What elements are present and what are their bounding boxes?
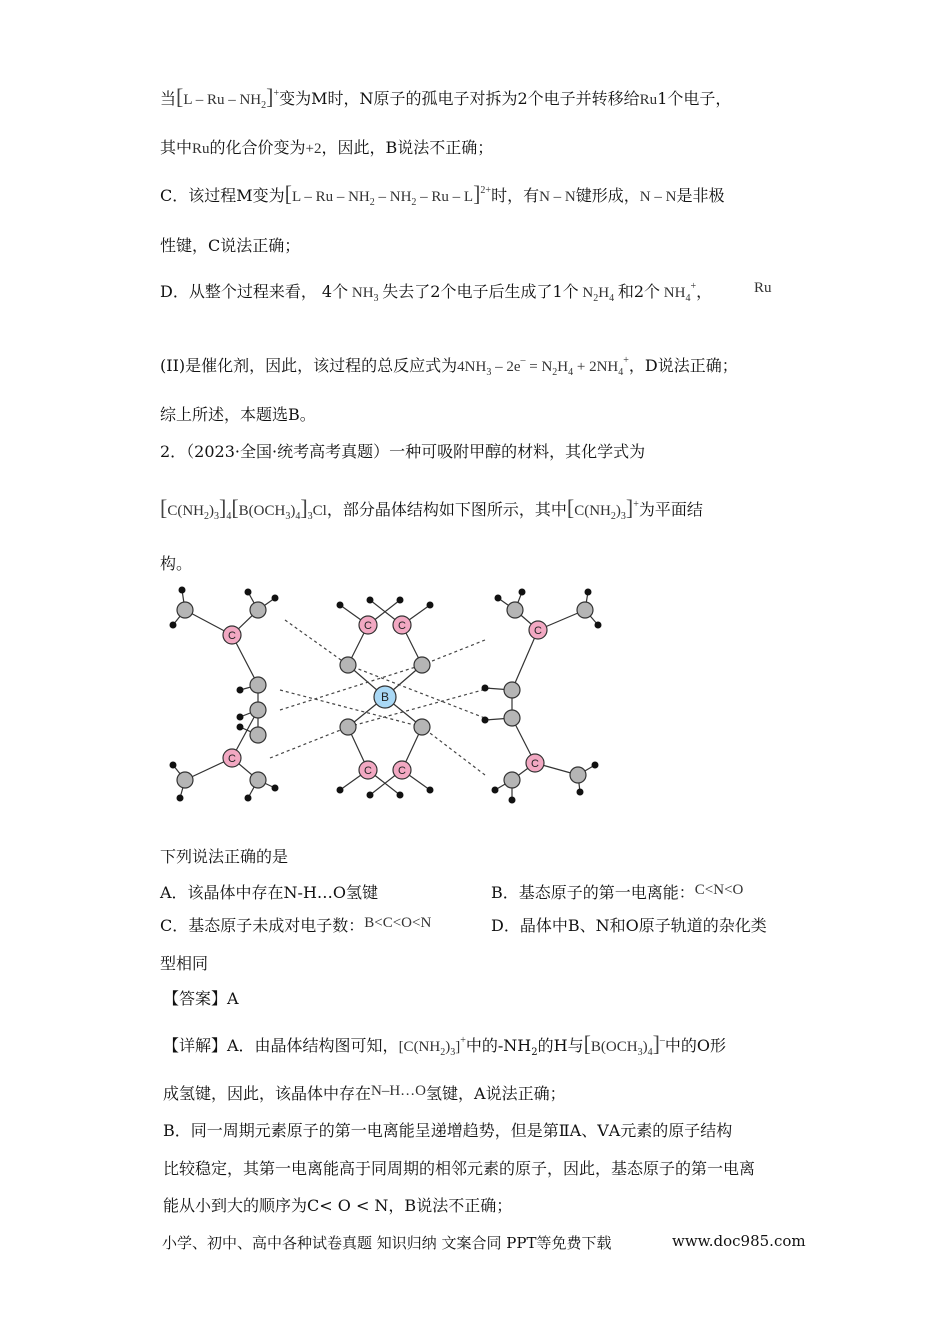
- formula-borate: $[B(OCH_3)_4]^-$: [583, 1031, 665, 1058]
- footer-site-link[interactable]: www.doc985.com: [672, 1232, 806, 1250]
- option-d[interactable]: D．晶体中B、N和O原子轨道的杂化类: [491, 916, 767, 935]
- atom-label-c: C: [531, 758, 539, 770]
- text: 【答案】A: [163, 989, 239, 1008]
- text-line: [160, 86, 731, 113]
- atom-label-c: C: [398, 765, 406, 777]
- formula-nn: N – N: [539, 189, 576, 205]
- text: 失去了2个电子后生成了1个: [382, 282, 579, 301]
- atom-label-c: C: [364, 620, 372, 632]
- formula-nh4: $NH_4^+$: [660, 281, 697, 304]
- text: C．该过程M变为: [160, 186, 285, 205]
- text: 其中: [160, 138, 193, 157]
- text: 性键，C说法正确；: [160, 236, 301, 255]
- explanation-line: [163, 1120, 732, 1142]
- formula-guanidinium: $[C(NH_2)_3]^+$: [566, 495, 639, 522]
- text-line: [160, 553, 192, 575]
- text: 比较稳定，其第一电离能高于同周期的相邻元素的原子，因此，基态原子的第一电离: [163, 1159, 756, 1178]
- option-a[interactable]: A．该晶体中存在N-H…O氢键: [160, 883, 379, 902]
- formula-ru: Ru: [192, 141, 210, 157]
- text: 是非极: [676, 186, 725, 205]
- text: 中的O形: [664, 1036, 727, 1055]
- text: B．同一周期元素原子的第一电离能呈递增趋势，但是第ⅡA、ⅤA元素的原子结构: [163, 1121, 733, 1140]
- atom-label-c: C: [228, 630, 236, 642]
- text: 1个电子，: [657, 89, 732, 108]
- page-footer: [162, 1232, 806, 1253]
- text: 的化合价变为: [209, 138, 306, 157]
- text-line: [160, 280, 772, 306]
- option-row: [160, 882, 744, 904]
- formula-plus2: +2: [305, 141, 322, 157]
- text: 为平面结: [638, 500, 703, 519]
- text: D．从整个过程来看， 4个: [160, 282, 349, 301]
- option-b[interactable]: [491, 882, 743, 905]
- text: C．基态原子未成对电子数：: [160, 916, 365, 935]
- text: 的H与: [537, 1036, 584, 1055]
- text: 【详解】A．由晶体结构图可知，: [163, 1036, 399, 1055]
- crystal-structure-diagram: [160, 580, 610, 810]
- atom-label-c: C: [398, 620, 406, 632]
- text: 变为M时，N原子的孤电子对拆为2个电子并转移给: [279, 89, 640, 108]
- text: (II)是催化剂，因此，该过程的总反应式为: [160, 356, 458, 375]
- text: B．基态原子的第一电离能：: [491, 883, 695, 902]
- text: 综上所述，本题选B。: [160, 405, 316, 424]
- text: ，: [696, 282, 713, 301]
- text: 中的-NH: [465, 1036, 532, 1055]
- formula: B<C<O<N: [364, 915, 432, 931]
- text: ，D说法正确；: [628, 356, 738, 375]
- formula-compound: $[C(NH_2)_3]_4[B(OCH_3)_4]_3Cl$: [160, 495, 327, 522]
- option-c[interactable]: [160, 916, 431, 935]
- text: 时，有: [491, 186, 540, 205]
- footer-text: 小学、初中、高中各种试卷真题 知识归纳 文案合同 PPT等免费下载: [162, 1234, 612, 1252]
- formula-nn: N – N: [639, 189, 677, 205]
- text: ，因此，B说法不正确；: [321, 138, 494, 157]
- explanation-line: [163, 1158, 755, 1180]
- explanation-line: [163, 1195, 512, 1217]
- answer-line: [163, 988, 239, 1010]
- text-line: [160, 137, 493, 160]
- text: 键形成，: [575, 186, 640, 205]
- text: 当: [160, 89, 177, 108]
- text: 成氢键，因此，该晶体中存在: [163, 1084, 372, 1103]
- formula-ru: Ru: [639, 92, 658, 108]
- text-line: [160, 235, 300, 257]
- option-row: [160, 915, 767, 938]
- formula-dimer-ion: [L – Ru – $NH_2 - NH_2$ – Ru – L]$^{2+}$: [284, 181, 492, 208]
- formula-overall-reaction: $4NH_3 - 2e^- = N_2H_4 + 2NH_4^+$: [457, 355, 629, 378]
- text: 和2个: [617, 282, 661, 301]
- formula: C<N<O: [694, 882, 744, 898]
- question-header: [160, 441, 645, 463]
- atom-label-b: B: [380, 690, 390, 704]
- text: 下列说法正确的是: [160, 847, 289, 866]
- text: 氢键，A说法正确；: [426, 1084, 566, 1103]
- text-line: [160, 953, 208, 975]
- text-line: [160, 497, 703, 524]
- text: 型相同: [160, 954, 209, 973]
- text: 构。: [160, 554, 193, 573]
- text-line: [160, 404, 316, 426]
- explanation-line: [163, 1083, 566, 1106]
- formula-n2h4: $N_2H_4$: [578, 285, 615, 304]
- atom-label-c: C: [228, 753, 236, 765]
- text: 能从小到大的顺序为C< O < N，B说法不正确；: [163, 1196, 513, 1215]
- explanation-line: 【详解】A．由晶体结构图可知，$[C(NH_2)_3]^+$中的$-NH_2$的H与$[B(OCH_3)_4]^-$中的O形: [163, 1031, 727, 1058]
- text-line: [160, 355, 738, 380]
- formula-nh3: $NH_3$: [348, 285, 379, 304]
- atom-label-c: C: [534, 625, 542, 637]
- atom-label-c: C: [364, 765, 372, 777]
- formula-ru: Ru: [754, 280, 772, 296]
- formula-hbond: N–H…O: [371, 1083, 427, 1099]
- text-line: [160, 183, 724, 210]
- formula-l-ru-nh2-ion: [L – Ru – $NH_2]^+$: [176, 84, 280, 111]
- text: 2．（2023·全国·统考高考真题）一种可吸附甲醇的材料，其化学式为: [160, 442, 646, 461]
- question-stem: [160, 846, 288, 868]
- text: ，部分晶体结构如下图所示，其中: [326, 500, 567, 519]
- formula-guanidinium: $[C(NH_2)_3]^+$: [398, 1035, 466, 1058]
